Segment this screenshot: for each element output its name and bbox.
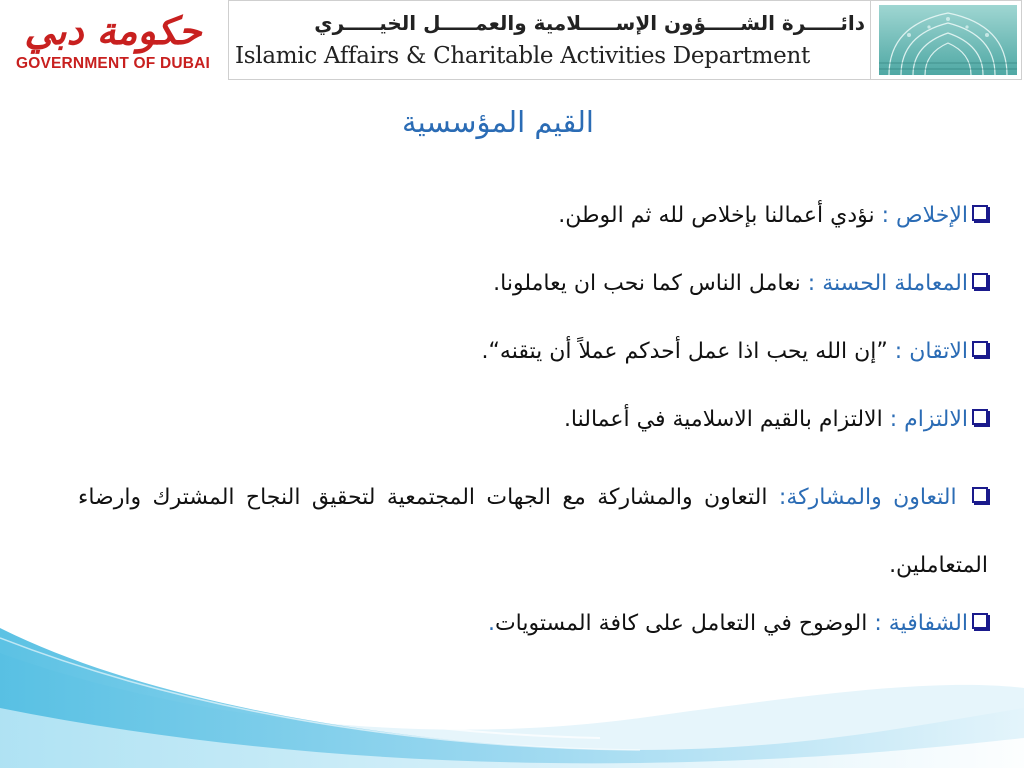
- trailing-period: .: [487, 611, 495, 636]
- value-description: نعامل الناس كما نحب ان يعاملونا.: [493, 271, 801, 296]
- gov-logo-english: GOVERNMENT OF DUBAI: [15, 55, 211, 72]
- list-item: [78, 396, 988, 464]
- department-name-arabic: دائـــــرة الشـــــؤون الإســـــلامية والعمـــــل الخيـــــري: [314, 11, 865, 35]
- government-of-dubai-logo: [0, 2, 226, 80]
- checkbox-bullet-icon: [972, 409, 988, 425]
- value-separator: :: [867, 611, 889, 636]
- checkbox-bullet-icon: [972, 205, 988, 221]
- value-name: الاتقان: [909, 339, 968, 364]
- list-item: [78, 600, 988, 668]
- checkbox-bullet-icon: [972, 273, 988, 289]
- gov-logo-arabic: حكومة دبي: [24, 8, 202, 53]
- value-description: التعاون والمشاركة مع الجهات المجتمعية لتحقيق النجاح المشترك وارضاء المتعاملين.: [78, 485, 988, 578]
- value-description: ”إن الله يحب اذا عمل أحدكم عملاً أن يتقنه“.: [481, 339, 888, 364]
- department-name-english: Islamic Affairs & Charitable Activities Department: [235, 43, 810, 69]
- value-separator: :: [882, 407, 905, 432]
- list-item-content: [78, 464, 988, 600]
- mosque-dome-emblem-icon: [879, 5, 1017, 75]
- checkbox-bullet-icon: [972, 487, 988, 503]
- department-banner: [228, 0, 1022, 80]
- checkbox-bullet-icon: [972, 341, 988, 357]
- values-list: [78, 192, 988, 668]
- value-name: المعاملة الحسنة: [822, 271, 968, 296]
- value-separator: :: [874, 203, 897, 228]
- value-description: نؤدي أعمالنا بإخلاص لله ثم الوطن.: [558, 203, 875, 228]
- value-separator: :: [887, 339, 910, 364]
- list-item: [78, 328, 988, 396]
- banner-divider: [870, 1, 871, 79]
- value-description: الوضوح في التعامل على كافة المستويات: [494, 611, 868, 636]
- value-separator: :: [767, 485, 787, 510]
- value-description: الالتزام بالقيم الاسلامية في أعمالنا.: [563, 407, 883, 432]
- list-item: [78, 192, 988, 260]
- value-name: التعاون والمشاركة: [786, 485, 957, 510]
- page-title: القيم المؤسسية: [402, 105, 594, 139]
- value-name: الالتزام: [904, 407, 968, 432]
- value-name: الشفافية: [888, 611, 968, 636]
- value-separator: :: [800, 271, 823, 296]
- list-item: [78, 464, 988, 600]
- value-name: الإخلاص: [896, 203, 968, 228]
- checkbox-bullet-icon: [972, 613, 988, 629]
- list-item: [78, 260, 988, 328]
